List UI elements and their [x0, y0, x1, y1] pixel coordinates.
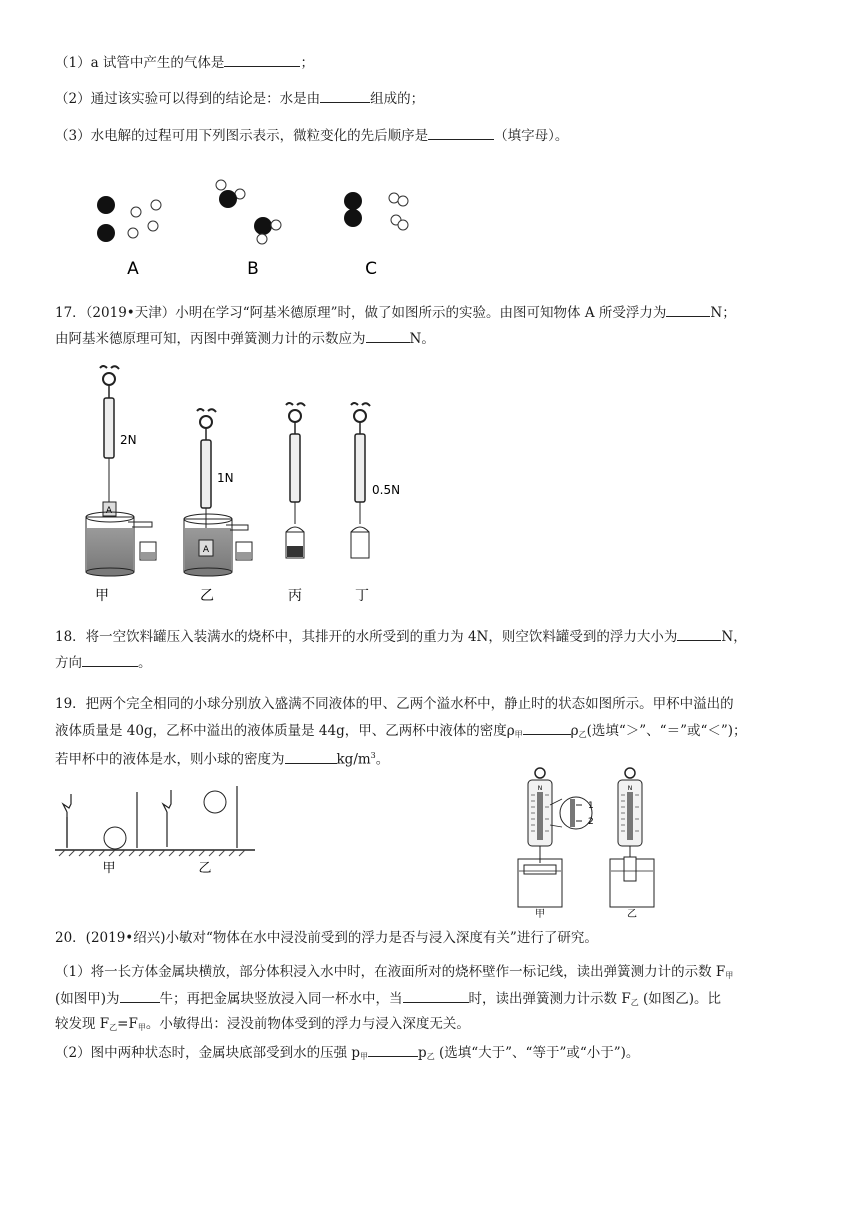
scale-left	[518, 768, 562, 907]
answer-blank[interactable]	[368, 1042, 418, 1057]
scale-right	[610, 768, 654, 907]
caption-yi: 乙	[200, 588, 214, 604]
label-a: A	[127, 259, 139, 279]
answer-blank[interactable]	[666, 302, 710, 317]
reading-ding: 0.5N	[372, 483, 401, 497]
beaker-yi	[184, 514, 252, 576]
caption-jia: 甲	[95, 588, 109, 604]
q20-line5: （2）图中两种状态时，金属块底部受到水的压强 $p_甲$ $p_乙$ (选填“大于”、“等于”或“小于”)。	[55, 1042, 815, 1067]
caption-jia: 甲	[102, 861, 116, 876]
object-a-label: A	[105, 506, 113, 516]
spring-scale-zoom-figure	[510, 765, 670, 920]
q16-part1: （1）a 试管中产生的气体是 ；	[55, 52, 815, 73]
particles-a	[97, 196, 161, 242]
answer-blank[interactable]	[320, 88, 370, 103]
label-b: B	[247, 259, 259, 279]
buoyancy-experiment-figure	[80, 362, 420, 607]
q16-part2: （2）通过该实验可以得到的结论是：水是由 组成的；	[55, 88, 815, 109]
spring-scale-ding	[351, 403, 370, 558]
spring-scale-jia	[100, 366, 119, 516]
answer-blank[interactable]	[403, 988, 469, 1003]
q20-line3: (如图甲)为 牛；再把金属块竖放浸入同一杯水中，当 时，读出弹簧测力计示数 $F_乙$ (如图乙)。比	[55, 988, 815, 1013]
answer-blank[interactable]	[285, 749, 337, 764]
scale-n-label: N	[537, 785, 543, 792]
answer-blank[interactable]	[366, 328, 410, 343]
q17-line2: 由阿基米德原理可知，丙图中弹簧测力计的示数应为 N。	[55, 328, 815, 349]
spring-scale-bing	[286, 403, 305, 558]
overflow-cups-figure	[55, 782, 255, 882]
reading-yi: 1N	[217, 471, 234, 485]
label-c: C	[365, 259, 377, 279]
zoom-bubble	[550, 797, 594, 829]
answer-blank[interactable]	[677, 626, 721, 641]
q20-line2: （1）将一长方体金属块横放，部分体积浸入水中时，在液面所对的烧杯壁作一标记线，读出弹簧测力计的示数 $F_甲$	[55, 964, 734, 980]
zoom-tick-2: 2	[588, 817, 594, 827]
cup-jia	[63, 792, 137, 849]
reading-jia: 2N	[120, 433, 137, 447]
answer-blank[interactable]	[523, 720, 571, 735]
answer-blank[interactable]	[82, 652, 138, 667]
object-a-label-2: A	[202, 545, 210, 555]
q19-line2: 液体质量是 40g，乙杯中溢出的液体质量是 44g，甲、乙两杯中液体的密度$\rho_甲$ $\rho_乙$(选填“＞”、“＝”或“＜”)；	[55, 720, 815, 745]
q19-line3: 若甲杯中的液体是水，则小球的密度为 $kg/m^3$。	[55, 746, 815, 770]
q17-line1: 17．（2019•天津）小明在学习“阿基米德原理”时，做了如图所示的实验。由图可知物体 A 所受浮力为 N；	[55, 302, 815, 323]
caption-jia-2: 甲	[535, 909, 545, 920]
q20-line1: 20．(2019•绍兴)小敏对“物体在水中浸没前受到的浮力是否与浸入深度有关”进行了研究。	[55, 930, 598, 946]
particle-diagram	[85, 175, 425, 280]
q16-part3: （3）水电解的过程可用下列图示表示，微粒变化的先后顺序是 （填字母）。	[55, 125, 815, 146]
q18-line1: 18．将一空饮料罐压入装满水的烧杯中，其排开的水所受到的重力为 4N，则空饮料罐受到的浮力大小为 N，	[55, 626, 815, 647]
cup-yi	[163, 786, 237, 848]
caption-ding: 丁	[355, 588, 369, 604]
q19-line1: 19．把两个完全相同的小球分别放入盛满不同液体的甲、乙两个溢水杯中，静止时的状态如图所示。甲杯中溢出的	[55, 696, 734, 712]
zoom-tick-1: 1	[588, 801, 594, 811]
spring-scale-yi	[197, 409, 216, 540]
q18-line2: 方向 。	[55, 652, 815, 673]
answer-blank[interactable]	[120, 988, 160, 1003]
beaker-jia	[86, 512, 156, 576]
q20-line4: 较发现 $F_乙=F_甲$。小敏得出：浸没前物体受到的浮力与浸入深度无关。	[55, 1016, 470, 1032]
answer-blank[interactable]	[224, 52, 300, 67]
scale-n-label-2: N	[627, 785, 633, 792]
caption-bing: 丙	[288, 588, 302, 604]
caption-yi: 乙	[198, 861, 212, 876]
answer-blank[interactable]	[428, 125, 494, 140]
caption-yi-2: 乙	[627, 909, 637, 920]
particles-c	[344, 192, 408, 230]
particles-b	[216, 180, 281, 244]
